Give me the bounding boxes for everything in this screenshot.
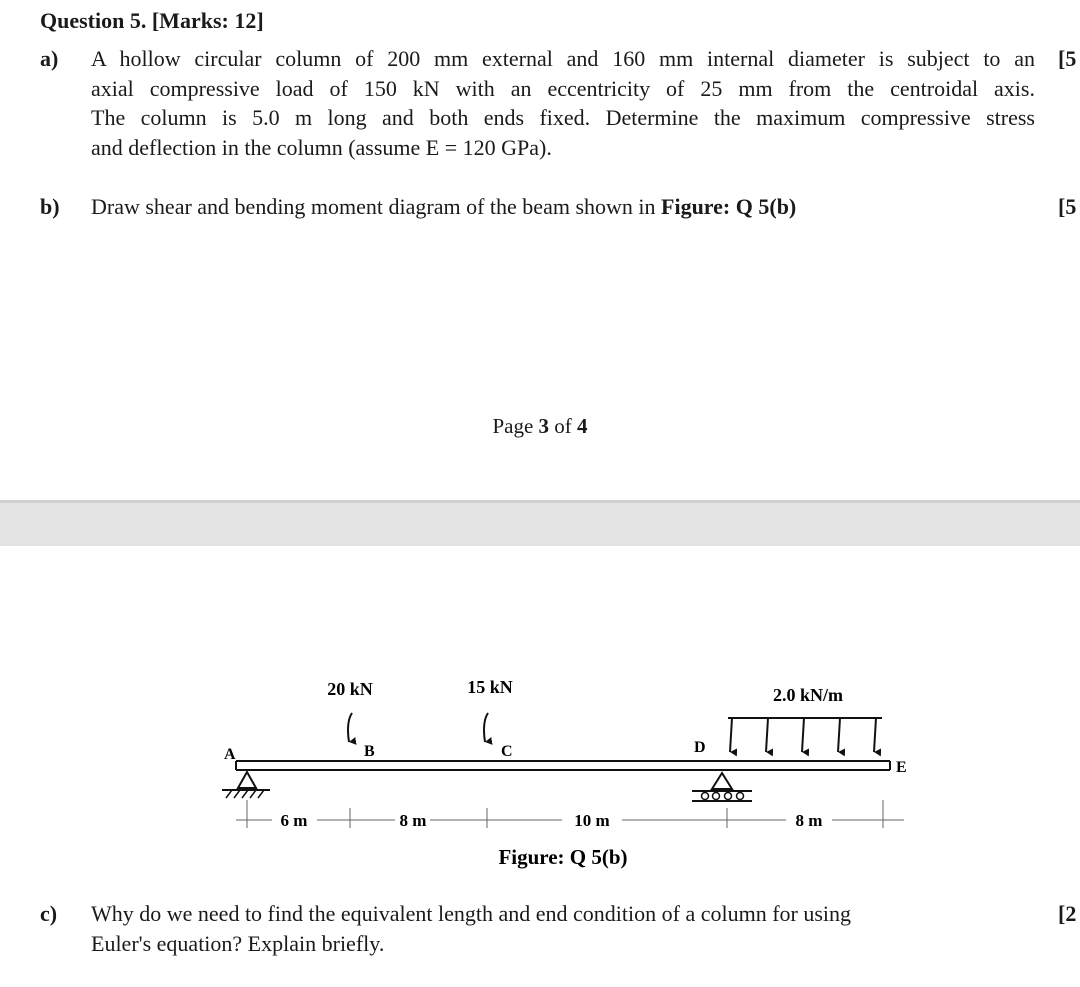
figure-caption: Figure: Q 5(b) <box>498 845 628 869</box>
load-c-label: 15 kN <box>467 677 513 697</box>
load-arrow-b-icon <box>348 713 352 742</box>
part-c-label: c) <box>40 901 58 926</box>
load-b-label: 20 kN <box>327 679 373 699</box>
page-footer <box>0 414 1080 439</box>
part-b-marks: [5 <box>1058 194 1077 219</box>
page-of: of <box>549 414 578 438</box>
span-ab-label: 6 m <box>280 811 308 830</box>
udl-icon <box>728 718 882 752</box>
part-a-line-4: and deflection in the column (assume E = 120 GPa). <box>91 134 552 160</box>
beam-figure <box>0 560 1080 880</box>
part-a-line-3: The column is 5.0 m long and both ends fixed. Determine the maximum compressive stress <box>91 105 1035 130</box>
span-de-label: 8 m <box>795 811 823 830</box>
pin-support-a-icon <box>222 772 270 798</box>
part-b-figure-ref: Figure: Q 5(b) <box>661 194 797 219</box>
part-a-line-2: axial compressive load of 150 kN with an eccentricity of 25 mm from the centroidal axis. <box>91 75 1035 101</box>
point-b-label: B <box>364 743 375 760</box>
span-bc-label: 8 m <box>399 811 427 830</box>
page-prefix: Page <box>492 414 539 438</box>
point-d-label: D <box>694 739 706 756</box>
span-cd-label: 10 m <box>574 811 610 830</box>
part-a-line-1: A hollow circular column of 200 mm external and 160 mm internal diameter is subject to an <box>91 46 1035 71</box>
part-a-label: a) <box>40 46 59 71</box>
point-c-label: C <box>501 743 513 760</box>
part-c-text <box>91 899 851 958</box>
page-total: 4 <box>577 414 588 438</box>
part-c-line-1: Why do we need to find the equivalent length and end condition of a column for using <box>91 901 852 926</box>
part-b-label: b) <box>40 194 60 219</box>
udl-label: 2.0 kN/m <box>772 685 844 705</box>
page-number: 3 <box>538 414 550 438</box>
part-b-text-prefix: Draw shear and bending moment diagram of the beam shown in <box>91 194 662 219</box>
part-b-text <box>91 192 796 222</box>
part-a-marks: [5 <box>1058 46 1077 71</box>
load-arrow-c-icon <box>484 713 488 742</box>
beam <box>236 761 890 770</box>
point-a-label: A <box>224 746 236 763</box>
question-title: Question 5. [Marks: 12] <box>40 8 264 33</box>
page-break-band <box>0 500 1080 546</box>
part-c-line-2: Euler's equation? Explain briefly. <box>91 930 385 956</box>
part-a-text <box>91 44 1035 162</box>
point-e-label: E <box>896 759 907 776</box>
part-c-marks: [2 <box>1058 901 1077 926</box>
roller-support-d-icon <box>692 773 752 801</box>
